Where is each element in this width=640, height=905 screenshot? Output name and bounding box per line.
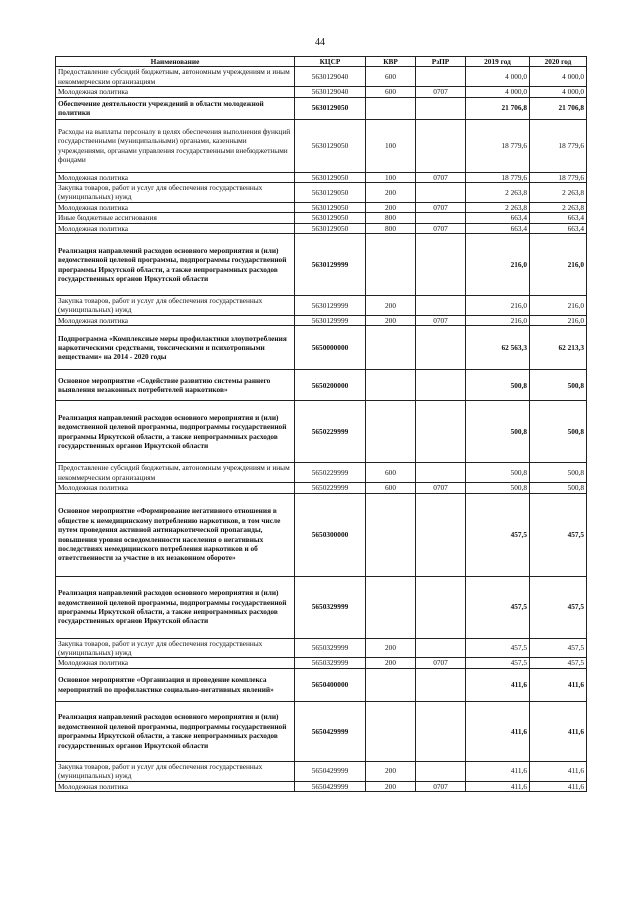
cell-2020: 21 706,8 — [530, 97, 587, 119]
cell-rzpr — [416, 638, 466, 658]
cell-kvr — [366, 234, 416, 296]
cell-kcsr: 5630129999 — [295, 296, 366, 316]
cell-name: Молодежная политика — [56, 781, 295, 791]
cell-2019: 4 000,0 — [466, 87, 530, 97]
table-row — [56, 761, 587, 781]
cell-kcsr: 5630129050 — [295, 223, 366, 233]
cell-2020: 500,8 — [530, 401, 587, 463]
cell-rzpr — [416, 296, 466, 316]
table-row — [56, 463, 587, 483]
cell-kcsr: 5650000000 — [295, 326, 366, 370]
cell-name: Предоставление субсидий бюджетным, автономным учреждениям и иным некоммерческим организациям — [56, 67, 295, 87]
cell-2019: 411,6 — [466, 761, 530, 781]
cell-2019: 411,6 — [466, 781, 530, 791]
cell-kvr — [366, 326, 416, 370]
cell-rzpr — [416, 668, 466, 701]
cell-kcsr: 5630129050 — [295, 183, 366, 203]
cell-2020: 500,8 — [530, 483, 587, 493]
cell-2020: 663,4 — [530, 213, 587, 223]
table-row — [56, 493, 587, 576]
cell-kcsr: 5650329999 — [295, 576, 366, 638]
cell-kcsr: 5650229999 — [295, 463, 366, 483]
cell-2020: 216,0 — [530, 315, 587, 325]
cell-rzpr: 0707 — [416, 781, 466, 791]
cell-rzpr — [416, 493, 466, 576]
cell-2020: 411,6 — [530, 701, 587, 761]
table-body — [56, 67, 587, 792]
cell-name: Основное мероприятие «Содействие развитию системы раннего выявления незаконных потребителей наркотиков» — [56, 370, 295, 401]
cell-rzpr — [416, 463, 466, 483]
cell-kcsr: 5650400000 — [295, 668, 366, 701]
cell-rzpr: 0707 — [416, 483, 466, 493]
cell-rzpr — [416, 119, 466, 172]
cell-kvr: 200 — [366, 183, 416, 203]
table-row — [56, 326, 587, 370]
cell-kvr: 600 — [366, 483, 416, 493]
cell-name: Молодежная политика — [56, 223, 295, 233]
cell-kvr: 800 — [366, 223, 416, 233]
cell-kvr: 200 — [366, 781, 416, 791]
cell-2019: 2 263,8 — [466, 202, 530, 212]
cell-name: Закупка товаров, работ и услуг для обеспечения государственных (муниципальных) нужд — [56, 638, 295, 658]
table-row — [56, 202, 587, 212]
cell-2020: 216,0 — [530, 296, 587, 316]
cell-kcsr: 5630129050 — [295, 202, 366, 212]
header-kvr: КВР — [366, 57, 416, 67]
cell-2019: 411,6 — [466, 668, 530, 701]
cell-2020: 4 000,0 — [530, 67, 587, 87]
cell-2020: 2 263,8 — [530, 202, 587, 212]
table-row — [56, 658, 587, 668]
cell-name: Молодежная политика — [56, 202, 295, 212]
cell-kcsr: 5630129040 — [295, 67, 366, 87]
cell-rzpr — [416, 183, 466, 203]
cell-rzpr — [416, 370, 466, 401]
table-row — [56, 370, 587, 401]
cell-2020: 411,6 — [530, 668, 587, 701]
cell-rzpr: 0707 — [416, 315, 466, 325]
cell-kcsr: 5630129999 — [295, 234, 366, 296]
cell-name: Реализация направлений расходов основного мероприятия и (или) ведомственной целевой программы, подпрограммы государственной программы Иркутской области, а также непрограммных расходов государственных органов Иркутской области — [56, 401, 295, 463]
cell-name: Молодежная политика — [56, 315, 295, 325]
cell-name: Молодежная политика — [56, 87, 295, 97]
cell-kvr: 200 — [366, 761, 416, 781]
cell-2020: 4 000,0 — [530, 87, 587, 97]
table-row — [56, 576, 587, 638]
cell-kcsr: 5630129050 — [295, 97, 366, 119]
table-row — [56, 483, 587, 493]
cell-kcsr: 5650229999 — [295, 401, 366, 463]
table-row — [56, 97, 587, 119]
table-row — [56, 781, 587, 791]
cell-2019: 500,8 — [466, 370, 530, 401]
budget-table — [55, 56, 587, 792]
table-row — [56, 119, 587, 172]
table-row — [56, 296, 587, 316]
header-name: Наименование — [56, 57, 295, 67]
cell-2019: 500,8 — [466, 483, 530, 493]
cell-kvr: 200 — [366, 296, 416, 316]
cell-2020: 500,8 — [530, 370, 587, 401]
cell-name: Реализация направлений расходов основного мероприятия и (или) ведомственной целевой программы, подпрограммы государственной программы Иркутской области, а также непрограммных расходов государственных органов Иркутской области — [56, 234, 295, 296]
cell-name: Реализация направлений расходов основного мероприятия и (или) ведомственной целевой программы, подпрограммы государственной программы Иркутской области, а также непрограммных расходов государственных органов Иркутской области — [56, 576, 295, 638]
cell-rzpr — [416, 97, 466, 119]
cell-kvr: 600 — [366, 67, 416, 87]
cell-kvr — [366, 701, 416, 761]
cell-2020: 663,4 — [530, 223, 587, 233]
cell-name: Подпрограмма «Комплексные меры профилактики злоупотребления наркотическими средствами, токсическими и психотропными веществами» на 2014 - 2020 годы — [56, 326, 295, 370]
cell-rzpr — [416, 401, 466, 463]
table-row — [56, 183, 587, 203]
cell-kvr — [366, 370, 416, 401]
cell-name: Предоставление субсидий бюджетным, автономным учреждениям и иным некоммерческим организациям — [56, 463, 295, 483]
cell-name: Молодежная политика — [56, 658, 295, 668]
cell-name: Основное мероприятие «Формирование негативного отношения в обществе к немедицинскому потреблению наркотиков, в том числе путем проведения активной антинаркотической пропаганды, повышения уровня осведомленности населения о негативных последствиях немедицинского потребления наркотиков и об ответственности за участие в их незаконном обороте» — [56, 493, 295, 576]
table-row — [56, 701, 587, 761]
cell-2019: 500,8 — [466, 463, 530, 483]
cell-kcsr: 5650329999 — [295, 658, 366, 668]
cell-kvr — [366, 493, 416, 576]
cell-2019: 457,5 — [466, 493, 530, 576]
cell-rzpr — [416, 326, 466, 370]
cell-kcsr: 5630129050 — [295, 213, 366, 223]
cell-kcsr: 5630129050 — [295, 119, 366, 172]
cell-2020: 457,5 — [530, 638, 587, 658]
cell-kvr: 800 — [366, 213, 416, 223]
cell-2019: 18 779,6 — [466, 119, 530, 172]
table-header-row — [56, 57, 587, 67]
cell-2020: 411,6 — [530, 781, 587, 791]
cell-kcsr: 5630129999 — [295, 315, 366, 325]
table-row — [56, 87, 587, 97]
cell-kvr — [366, 576, 416, 638]
cell-2019: 663,4 — [466, 223, 530, 233]
cell-2019: 457,5 — [466, 658, 530, 668]
cell-rzpr — [416, 67, 466, 87]
table-row — [56, 234, 587, 296]
cell-name: Реализация направлений расходов основного мероприятия и (или) ведомственной целевой программы, подпрограммы государственной программы Иркутской области, а также непрограммных расходов государственных органов Иркутской области — [56, 701, 295, 761]
cell-kcsr: 5630129050 — [295, 172, 366, 182]
table-row — [56, 668, 587, 701]
cell-name: Основное мероприятие «Организация и проведение комплекса мероприятий по профилактике социально-негативных явлений» — [56, 668, 295, 701]
cell-kvr: 100 — [366, 119, 416, 172]
cell-2020: 62 213,3 — [530, 326, 587, 370]
cell-kvr: 200 — [366, 638, 416, 658]
header-2020: 2020 год — [530, 57, 587, 67]
table-row — [56, 67, 587, 87]
cell-rzpr: 0707 — [416, 172, 466, 182]
cell-2020: 18 779,6 — [530, 172, 587, 182]
header-2019: 2019 год — [466, 57, 530, 67]
cell-2020: 411,6 — [530, 761, 587, 781]
cell-kcsr: 5650200000 — [295, 370, 366, 401]
cell-name: Закупка товаров, работ и услуг для обеспечения государственных (муниципальных) нужд — [56, 296, 295, 316]
cell-name: Молодежная политика — [56, 172, 295, 182]
cell-name: Закупка товаров, работ и услуг для обеспечения государственных (муниципальных) нужд — [56, 183, 295, 203]
cell-2019: 216,0 — [466, 315, 530, 325]
cell-kcsr: 5650429999 — [295, 701, 366, 761]
cell-name: Расходы на выплаты персоналу в целях обеспечения выполнения функций государственными (муниципальными) органами, казенными учреждениями, органами управления государственными внебюджетными фондами — [56, 119, 295, 172]
cell-2019: 457,5 — [466, 576, 530, 638]
cell-kvr: 200 — [366, 315, 416, 325]
cell-kcsr: 5650429999 — [295, 761, 366, 781]
cell-2020: 18 779,6 — [530, 119, 587, 172]
cell-2020: 457,5 — [530, 493, 587, 576]
cell-2020: 457,5 — [530, 658, 587, 668]
cell-kvr — [366, 97, 416, 119]
cell-rzpr — [416, 701, 466, 761]
cell-rzpr: 0707 — [416, 87, 466, 97]
header-kcsr: КЦСР — [295, 57, 366, 67]
table-row — [56, 223, 587, 233]
cell-name: Молодежная политика — [56, 483, 295, 493]
cell-2020: 457,5 — [530, 576, 587, 638]
page-number: 44 — [315, 37, 325, 48]
cell-rzpr — [416, 234, 466, 296]
cell-name: Закупка товаров, работ и услуг для обеспечения государственных (муниципальных) нужд — [56, 761, 295, 781]
cell-2019: 500,8 — [466, 401, 530, 463]
cell-kvr — [366, 668, 416, 701]
cell-rzpr — [416, 576, 466, 638]
cell-2019: 18 779,6 — [466, 172, 530, 182]
cell-kvr — [366, 401, 416, 463]
cell-kcsr: 5650429999 — [295, 781, 366, 791]
cell-2019: 457,5 — [466, 638, 530, 658]
cell-2019: 2 263,8 — [466, 183, 530, 203]
cell-kcsr: 5630129040 — [295, 87, 366, 97]
cell-2019: 21 706,8 — [466, 97, 530, 119]
cell-rzpr — [416, 213, 466, 223]
cell-kvr: 200 — [366, 658, 416, 668]
cell-name: Иные бюджетные ассигнования — [56, 213, 295, 223]
cell-kvr: 600 — [366, 87, 416, 97]
cell-2019: 216,0 — [466, 234, 530, 296]
cell-kcsr: 5650229999 — [295, 483, 366, 493]
cell-name: Обеспечение деятельности учреждений в области молодежной политики — [56, 97, 295, 119]
cell-2019: 4 000,0 — [466, 67, 530, 87]
table-row — [56, 401, 587, 463]
cell-kvr: 100 — [366, 172, 416, 182]
header-rzpr: РзПР — [416, 57, 466, 67]
cell-2020: 216,0 — [530, 234, 587, 296]
cell-2019: 411,6 — [466, 701, 530, 761]
cell-rzpr — [416, 761, 466, 781]
cell-2019: 216,0 — [466, 296, 530, 316]
cell-2020: 500,8 — [530, 463, 587, 483]
cell-rzpr: 0707 — [416, 223, 466, 233]
cell-kcsr: 5650300000 — [295, 493, 366, 576]
table-row — [56, 172, 587, 182]
table-row — [56, 213, 587, 223]
cell-2020: 2 263,8 — [530, 183, 587, 203]
table-row — [56, 315, 587, 325]
cell-kcsr: 5650329999 — [295, 638, 366, 658]
table-row — [56, 638, 587, 658]
cell-rzpr: 0707 — [416, 658, 466, 668]
cell-2019: 62 563,3 — [466, 326, 530, 370]
cell-rzpr: 0707 — [416, 202, 466, 212]
cell-kvr: 200 — [366, 202, 416, 212]
cell-kvr: 600 — [366, 463, 416, 483]
cell-2019: 663,4 — [466, 213, 530, 223]
